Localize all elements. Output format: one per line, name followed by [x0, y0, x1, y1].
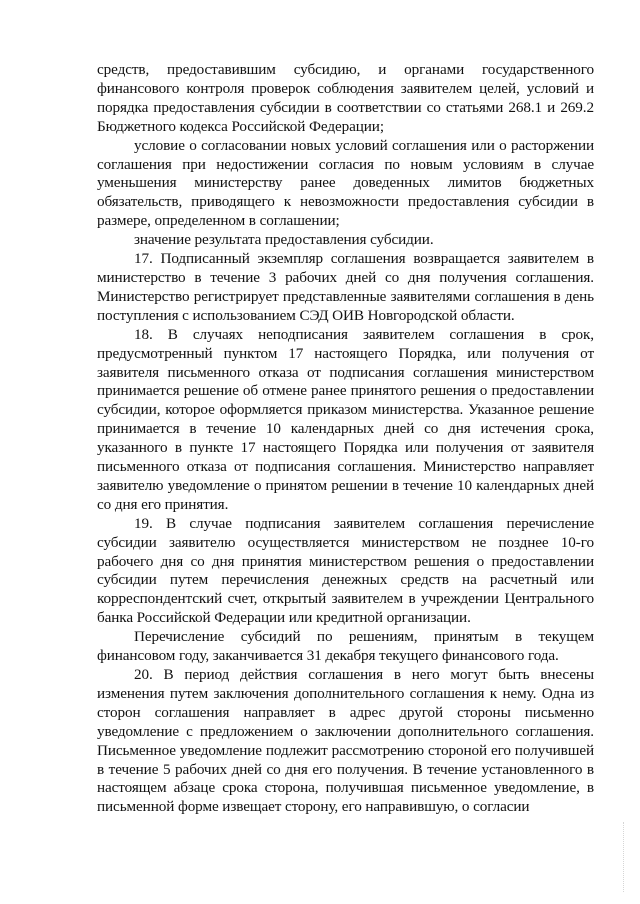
paragraph-item-20: 20. В период действия соглашения в него могут быть внесены изменения путем заключения дополнительного соглашения к нему. Одна из сторон соглашения направляет в адрес другой стороны письменно уведомление с предложением о заключении дополнительного соглашения. Письменное уведомление подлежит рассмотрению стороной его получившей в течение 5 рабочих дней со дня его получения. В течение установленного в настоящем абзаце срока сторона, получившая письменное уведомление, в письменной форме извещает сторону, его направившую, о согласии	[97, 666, 594, 816]
document-body	[97, 61, 594, 817]
paragraph-result-value: значение результата предоставления субсидии.	[134, 231, 434, 249]
paragraph-item-17: 17. Подписанный экземпляр соглашения возвращается заявителем в министерство в течение 3 рабочих дней со дня получения соглашения. Министерство регистрирует представленные заявителями соглашения в день поступления с использованием СЭД ОИВ Новгородской области.	[97, 250, 594, 324]
paragraph-condition-agreement: условие о согласовании новых условий соглашения или о расторжении соглашения при недостижении согласия по новым условиям в случае уменьшения министерству ранее доведенных лимитов бюджетных обязательств, приводящего к невозможности предоставления субсидии в размере, определенном в соглашении;	[97, 136, 594, 230]
paragraph-item-19: 19. В случае подписания заявителем соглашения перечисление субсидии заявителю осуществляется министерством не позднее 10-го рабочего дня со дня принятия министерством решения о предоставлении субсидии путем перечисления денежных средств на расчетный или корреспондентский счет, открытый заявителем в учреждении Центрального банка Российской Федерации или кредитной организации.	[97, 514, 594, 627]
scan-edge-mark	[623, 822, 628, 892]
paragraph-transfer-deadline: Перечисление субсидий по решениям, принятым в текущем финансовом году, заканчивается 31 декабря текущего финансового года.	[97, 628, 594, 665]
paragraph-continuation: средств, предоставившим субсидию, и органами государственного финансового контроля проверок соблюдения заявителем целей, условий и порядка предоставления субсидии в соответствии со статьями 268.1 и 269.2 Бюджетного кодекса Российской Федерации;	[97, 61, 594, 135]
paragraph-item-18: 18. В случаях неподписания заявителем соглашения в срок, предусмотренный пунктом 17 настоящего Порядка, или получения от заявителя письменного отказа от подписания соглашения министерством принимается решение об отмене ранее принятого решения о предоставлении субсидии, которое оформляется приказом министерства. Указанное решение принимается в течение 10 календарных дней со дня истечения срока, указанного в пункте 17 настоящего Порядка или получения от заявителя письменного отказа от подписания соглашения. Министерство направляет заявителю уведомление о принятом решении в течение 10 календарных дней со дня его принятия.	[97, 325, 594, 513]
